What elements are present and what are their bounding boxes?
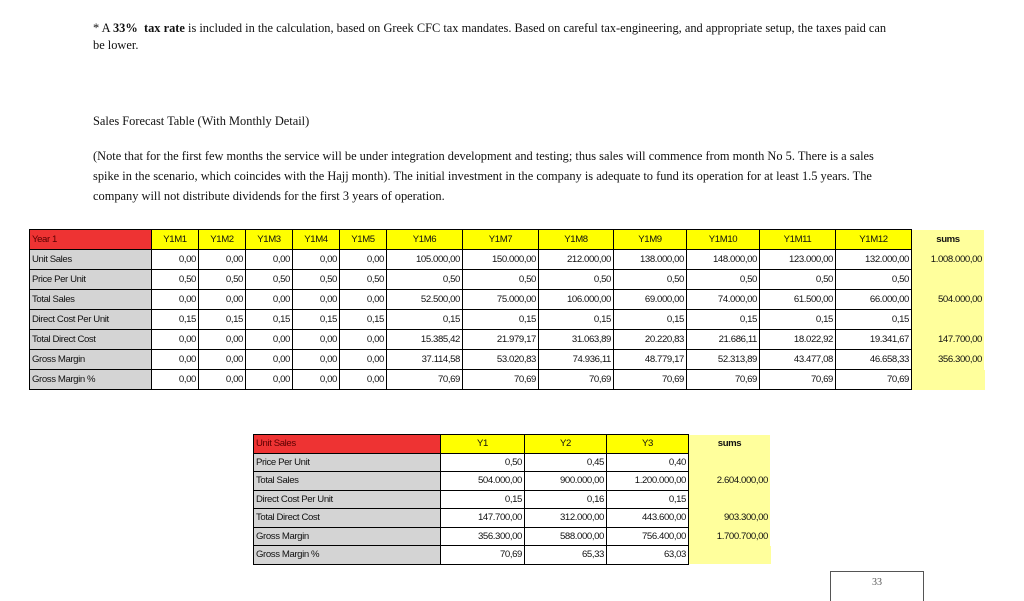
table-cell: 0,00	[246, 250, 293, 270]
table-row	[254, 453, 771, 472]
row-sum: 1.008.000,00	[912, 250, 985, 270]
table-cell: 0,50	[760, 270, 836, 290]
sums-header: sums	[912, 230, 985, 250]
tax-rate-note	[93, 20, 893, 54]
row-sum: 504.000,00	[912, 290, 985, 310]
table-cell: 0,15	[387, 310, 463, 330]
tax-note-text: is included in the calculation, based on Greek CFC tax mandates. Based on careful tax-engineering, and appropriate setup, the taxes paid can be lower.	[93, 21, 887, 52]
row-label: Total Direct Cost	[254, 509, 441, 528]
row-sum	[689, 546, 771, 565]
row-sum: 2.604.000,00	[689, 472, 771, 491]
column-header: Y1M5	[340, 230, 387, 250]
page-number: 33	[872, 577, 882, 588]
table-cell: 443.600,00	[607, 509, 689, 528]
table-cell: 37.114,58	[387, 350, 463, 370]
column-header: Y1M6	[387, 230, 463, 250]
forecast-title: Sales Forecast Table (With Monthly Detail)	[93, 114, 310, 128]
table-cell: 0,00	[199, 330, 246, 350]
column-header: Y1M2	[199, 230, 246, 250]
table-cell: 0,00	[293, 290, 340, 310]
row-label: Direct Cost Per Unit	[254, 490, 441, 509]
tax-rate-value: 33%	[112, 21, 138, 35]
table-row	[30, 250, 985, 270]
table-cell: 0,15	[340, 310, 387, 330]
table-cell: 0,00	[293, 330, 340, 350]
table-cell: 0,00	[246, 330, 293, 350]
column-header: Y1M10	[687, 230, 760, 250]
table-cell: 0,50	[387, 270, 463, 290]
row-label: Price Per Unit	[254, 453, 441, 472]
table-cell: 0,00	[293, 350, 340, 370]
table-cell: 148.000,00	[687, 250, 760, 270]
table-cell: 66.000,00	[836, 290, 912, 310]
table-cell: 52.500,00	[387, 290, 463, 310]
column-header: Y1M3	[246, 230, 293, 250]
table-cell: 588.000,00	[525, 527, 607, 546]
row-sum	[912, 270, 985, 290]
table-cell: 0,45	[525, 453, 607, 472]
table-cell: 48.779,17	[614, 350, 687, 370]
table-cell: 0,00	[199, 370, 246, 390]
row-sum: 356.300,00	[912, 350, 985, 370]
table-cell: 0,15	[539, 310, 614, 330]
table-cell: 0,50	[199, 270, 246, 290]
table-cell: 0,00	[340, 330, 387, 350]
forecast-note: (Note that for the first few months the service will be under integration development and testing; thus sales will commence from month No 5. There is a sales spike in the scenario, which coincides with the Hajj month). The initial investment in the company is adequate to fund its operation for at least 1.5 years. The company will not distribute dividends for the first 3 years of operation.	[93, 149, 874, 203]
row-label: Gross Margin	[30, 350, 152, 370]
table-cell: 20.220,83	[614, 330, 687, 350]
table-cell: 0,00	[246, 370, 293, 390]
table-cell: 15.385,42	[387, 330, 463, 350]
table-cell: 70,69	[614, 370, 687, 390]
table-cell: 52.313,89	[687, 350, 760, 370]
table-cell: 0,00	[152, 250, 199, 270]
table-cell: 0,00	[199, 290, 246, 310]
table-cell: 147.700,00	[441, 509, 525, 528]
table-cell: 0,00	[152, 370, 199, 390]
yearly-forecast-table	[253, 434, 771, 565]
table-row	[254, 490, 771, 509]
column-header: Y1M1	[152, 230, 199, 250]
table-cell: 70,69	[760, 370, 836, 390]
table-cell: 70,69	[687, 370, 760, 390]
table-cell: 0,50	[246, 270, 293, 290]
table-cell: 43.477,08	[760, 350, 836, 370]
table-cell: 1.200.000,00	[607, 472, 689, 491]
row-label: Total Direct Cost	[30, 330, 152, 350]
column-header: Y1M12	[836, 230, 912, 250]
table-cell: 138.000,00	[614, 250, 687, 270]
table-cell: 70,69	[463, 370, 539, 390]
row-sum: 1.700.700,00	[689, 527, 771, 546]
table-cell: 312.000,00	[525, 509, 607, 528]
table-row	[30, 330, 985, 350]
row-sum: 147.700,00	[912, 330, 985, 350]
table-cell: 0,00	[199, 250, 246, 270]
row-label: Total Sales	[30, 290, 152, 310]
column-header: Y1M7	[463, 230, 539, 250]
table-row	[30, 310, 985, 330]
table-corner-label: Year 1	[30, 230, 152, 250]
table-cell: 0,15	[152, 310, 199, 330]
table-row	[30, 370, 985, 390]
table-cell: 0,15	[199, 310, 246, 330]
table-cell: 0,00	[340, 370, 387, 390]
table-cell: 19.341,67	[836, 330, 912, 350]
table-cell: 70,69	[387, 370, 463, 390]
table-row	[30, 290, 985, 310]
column-header: Y1	[441, 435, 525, 454]
table-cell: 0,50	[539, 270, 614, 290]
table-cell: 0,15	[246, 310, 293, 330]
table-cell: 65,33	[525, 546, 607, 565]
table-cell: 0,50	[687, 270, 760, 290]
table-cell: 46.658,33	[836, 350, 912, 370]
column-header: Y1M11	[760, 230, 836, 250]
table-cell: 0,00	[152, 350, 199, 370]
table-cell: 0,00	[246, 290, 293, 310]
table-cell: 0,50	[463, 270, 539, 290]
table-row	[30, 270, 985, 290]
row-sum: 903.300,00	[689, 509, 771, 528]
table-cell: 53.020,83	[463, 350, 539, 370]
table-cell: 69.000,00	[614, 290, 687, 310]
row-label: Total Sales	[254, 472, 441, 491]
row-sum	[689, 490, 771, 509]
tax-rate-label: tax rate	[143, 21, 185, 35]
table-cell: 0,00	[199, 350, 246, 370]
row-sum	[689, 453, 771, 472]
table-cell: 63,03	[607, 546, 689, 565]
table-cell: 123.000,00	[760, 250, 836, 270]
table-cell: 105.000,00	[387, 250, 463, 270]
table-cell: 0,15	[607, 490, 689, 509]
table-cell: 70,69	[441, 546, 525, 565]
table-cell: 0,15	[836, 310, 912, 330]
table-cell: 61.500,00	[760, 290, 836, 310]
column-header: Y3	[607, 435, 689, 454]
row-label: Unit Sales	[30, 250, 152, 270]
row-label: Gross Margin %	[30, 370, 152, 390]
table-cell: 0,15	[463, 310, 539, 330]
table-cell: 21.686,11	[687, 330, 760, 350]
header-row	[30, 230, 985, 250]
column-header: Y1M9	[614, 230, 687, 250]
row-label: Gross Margin	[254, 527, 441, 546]
table-cell: 74.000,00	[687, 290, 760, 310]
table-cell: 504.000,00	[441, 472, 525, 491]
table-cell: 900.000,00	[525, 472, 607, 491]
column-header: Y2	[525, 435, 607, 454]
header-row	[254, 435, 771, 454]
table-cell: 74.936,11	[539, 350, 614, 370]
table-cell: 0,00	[152, 330, 199, 350]
table-cell: 0,00	[340, 350, 387, 370]
table-cell: 150.000,00	[463, 250, 539, 270]
sums-header: sums	[689, 435, 771, 454]
table-cell: 0,50	[614, 270, 687, 290]
table-cell: 70,69	[539, 370, 614, 390]
row-label: Direct Cost Per Unit	[30, 310, 152, 330]
table-cell: 756.400,00	[607, 527, 689, 546]
table-cell: 18.022,92	[760, 330, 836, 350]
table-cell: 106.000,00	[539, 290, 614, 310]
table-cell: 75.000,00	[463, 290, 539, 310]
table-cell: 0,50	[152, 270, 199, 290]
table-cell: 0,00	[340, 290, 387, 310]
table-row	[30, 350, 985, 370]
table-cell: 31.063,89	[539, 330, 614, 350]
table-cell: 0,00	[246, 350, 293, 370]
table-cell: 0,40	[607, 453, 689, 472]
table-cell: 0,15	[441, 490, 525, 509]
table-cell: 0,15	[293, 310, 340, 330]
tax-note-star: * A	[93, 21, 113, 35]
row-sum	[912, 370, 985, 390]
table-row	[254, 509, 771, 528]
table-cell: 0,15	[687, 310, 760, 330]
table-cell: 0,15	[760, 310, 836, 330]
table-corner-label: Unit Sales	[254, 435, 441, 454]
column-header: Y1M8	[539, 230, 614, 250]
row-label: Price Per Unit	[30, 270, 152, 290]
table-cell: 0,00	[293, 370, 340, 390]
table-row	[254, 546, 771, 565]
table-cell: 212.000,00	[539, 250, 614, 270]
table-cell: 0,00	[340, 250, 387, 270]
table-row	[254, 527, 771, 546]
table-cell: 0,00	[293, 250, 340, 270]
table-cell: 0,50	[340, 270, 387, 290]
table-cell: 356.300,00	[441, 527, 525, 546]
table-cell: 0,50	[293, 270, 340, 290]
table-row	[254, 472, 771, 491]
table-cell: 0,50	[441, 453, 525, 472]
table-cell: 0,00	[152, 290, 199, 310]
row-label: Gross Margin %	[254, 546, 441, 565]
monthly-forecast-table	[29, 229, 985, 390]
page-number-box	[830, 571, 924, 601]
table-cell: 132.000,00	[836, 250, 912, 270]
table-cell: 0,16	[525, 490, 607, 509]
table-cell: 0,50	[836, 270, 912, 290]
column-header: Y1M4	[293, 230, 340, 250]
row-sum	[912, 310, 985, 330]
table-cell: 21.979,17	[463, 330, 539, 350]
table-cell: 0,15	[614, 310, 687, 330]
table-cell: 70,69	[836, 370, 912, 390]
